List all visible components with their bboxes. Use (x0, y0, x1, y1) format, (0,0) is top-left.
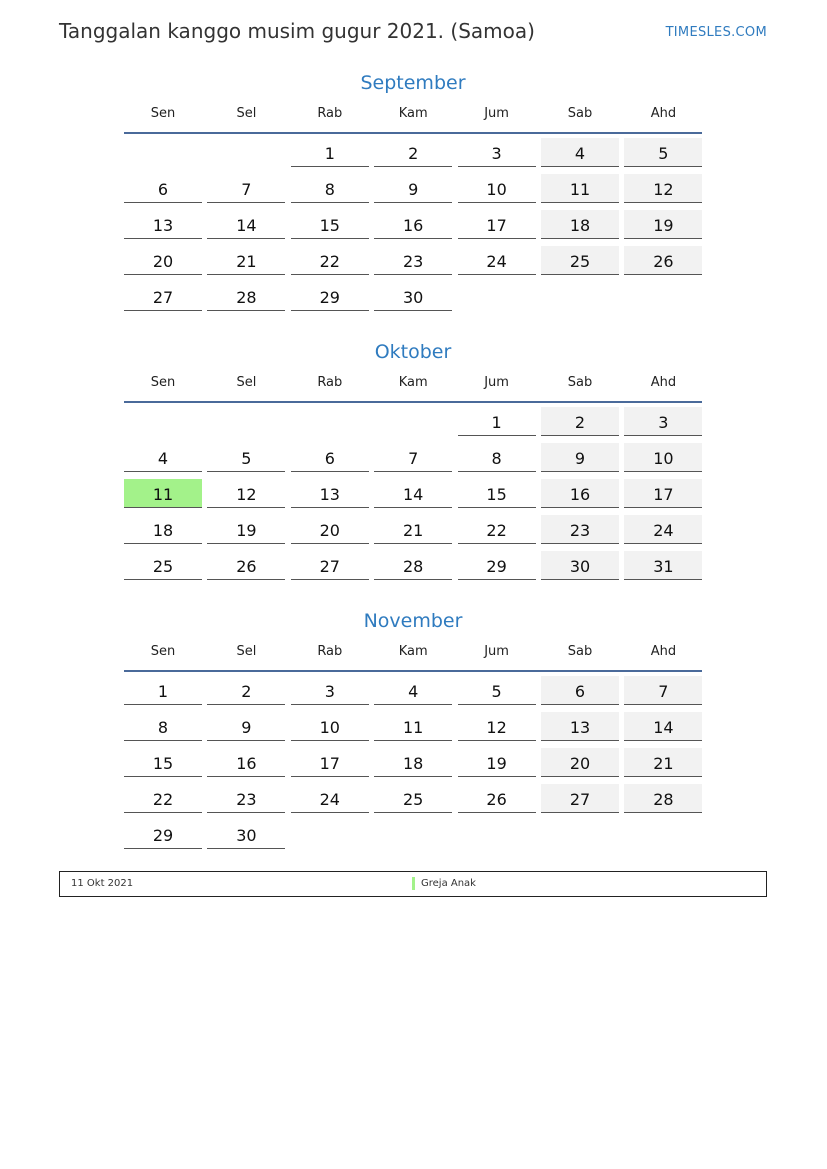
day-cell: 1 (458, 407, 536, 436)
day-cell: 29 (458, 551, 536, 580)
day-cell: 6 (541, 676, 619, 705)
month-title: November (363, 610, 463, 632)
day-cell: 28 (374, 551, 452, 580)
day-grid (124, 138, 702, 318)
day-cell: 18 (374, 748, 452, 777)
day-cell: 30 (374, 282, 452, 311)
day-cell: 15 (291, 210, 369, 239)
legend-holiday-name: Greja Anak (421, 878, 476, 889)
weekday-label: Sen (150, 375, 176, 390)
weekday-label: Rab (317, 375, 343, 390)
day-cell: 22 (458, 515, 536, 544)
weekday-label: Sen (150, 106, 176, 121)
weekday-label: Ahd (650, 106, 677, 121)
weekday-label: Sel (236, 375, 257, 390)
month-title: Oktober (374, 341, 452, 363)
day-cell: 12 (207, 479, 285, 508)
day-cell: 24 (624, 515, 702, 544)
day-cell-holiday: 11 (124, 479, 202, 508)
day-cell: 7 (374, 443, 452, 472)
day-cell: 26 (207, 551, 285, 580)
day-cell: 9 (207, 712, 285, 741)
day-cell: 4 (124, 443, 202, 472)
day-cell: 12 (624, 174, 702, 203)
day-cell: 11 (541, 174, 619, 203)
day-cell: 7 (624, 676, 702, 705)
legend-color-marker (412, 877, 415, 890)
day-cell: 10 (458, 174, 536, 203)
day-cell: 25 (124, 551, 202, 580)
weekday-label: Ahd (650, 644, 677, 659)
day-cell: 18 (124, 515, 202, 544)
day-cell: 8 (458, 443, 536, 472)
weekday-label: Sel (236, 644, 257, 659)
day-cell: 10 (291, 712, 369, 741)
day-cell: 19 (458, 748, 536, 777)
page-title: Tanggalan kanggo musim gugur 2021. (Samoa) (59, 19, 535, 43)
day-cell: 23 (207, 784, 285, 813)
day-cell: 9 (541, 443, 619, 472)
weekday-label: Jum (484, 375, 509, 390)
day-cell: 30 (207, 820, 285, 849)
day-cell: 3 (291, 676, 369, 705)
day-cell: 17 (624, 479, 702, 508)
weekday-label: Sab (567, 106, 593, 121)
weekday-label: Sab (567, 644, 593, 659)
day-cell: 29 (291, 282, 369, 311)
day-cell: 27 (291, 551, 369, 580)
day-cell: 13 (124, 210, 202, 239)
day-cell: 2 (374, 138, 452, 167)
day-cell: 3 (458, 138, 536, 167)
day-cell: 1 (124, 676, 202, 705)
weekday-label: Kam (398, 375, 428, 390)
day-cell: 16 (374, 210, 452, 239)
day-cell: 7 (207, 174, 285, 203)
day-cell: 23 (541, 515, 619, 544)
day-cell: 28 (207, 282, 285, 311)
day-cell: 18 (541, 210, 619, 239)
day-cell: 21 (624, 748, 702, 777)
day-cell: 26 (624, 246, 702, 275)
month-oktober (124, 339, 702, 587)
day-cell: 20 (291, 515, 369, 544)
day-cell: 5 (458, 676, 536, 705)
day-cell: 28 (624, 784, 702, 813)
day-cell: 4 (541, 138, 619, 167)
weekday-label: Sel (236, 106, 257, 121)
day-cell: 24 (291, 784, 369, 813)
day-cell: 27 (541, 784, 619, 813)
holiday-legend (59, 871, 767, 897)
day-cell: 6 (291, 443, 369, 472)
day-cell: 4 (374, 676, 452, 705)
day-cell: 6 (124, 174, 202, 203)
day-cell: 5 (624, 138, 702, 167)
day-cell: 31 (624, 551, 702, 580)
day-cell: 21 (374, 515, 452, 544)
day-cell: 27 (124, 282, 202, 311)
day-cell: 21 (207, 246, 285, 275)
weekday-header (124, 371, 702, 403)
weekday-label: Rab (317, 644, 343, 659)
weekday-label: Sen (150, 644, 176, 659)
day-cell: 16 (541, 479, 619, 508)
weekday-label: Sab (567, 375, 593, 390)
day-cell: 24 (458, 246, 536, 275)
day-cell: 19 (624, 210, 702, 239)
weekday-label: Ahd (650, 375, 677, 390)
weekday-label: Jum (484, 106, 509, 121)
day-cell: 30 (541, 551, 619, 580)
day-cell: 1 (291, 138, 369, 167)
day-cell: 29 (124, 820, 202, 849)
weekday-label: Rab (317, 106, 343, 121)
day-cell: 11 (374, 712, 452, 741)
day-cell: 14 (374, 479, 452, 508)
brand-link[interactable]: TIMESLES.COM (665, 25, 767, 40)
day-cell: 9 (374, 174, 452, 203)
day-cell: 23 (374, 246, 452, 275)
day-cell: 14 (207, 210, 285, 239)
day-grid (124, 407, 702, 587)
weekday-label: Kam (398, 644, 428, 659)
legend-date: 11 Okt 2021 (71, 878, 134, 889)
day-grid (124, 676, 702, 856)
day-cell: 17 (291, 748, 369, 777)
day-cell: 22 (124, 784, 202, 813)
weekday-label: Jum (484, 644, 509, 659)
day-cell: 14 (624, 712, 702, 741)
day-cell: 15 (124, 748, 202, 777)
month-november (124, 608, 702, 856)
day-cell: 19 (207, 515, 285, 544)
day-cell: 16 (207, 748, 285, 777)
day-cell: 2 (207, 676, 285, 705)
day-cell: 17 (458, 210, 536, 239)
day-cell: 2 (541, 407, 619, 436)
day-cell: 22 (291, 246, 369, 275)
month-title: September (360, 72, 466, 94)
weekday-header (124, 102, 702, 134)
weekday-header (124, 640, 702, 672)
day-cell: 8 (291, 174, 369, 203)
day-cell: 12 (458, 712, 536, 741)
day-cell: 25 (541, 246, 619, 275)
day-cell: 13 (541, 712, 619, 741)
day-cell: 5 (207, 443, 285, 472)
day-cell: 25 (374, 784, 452, 813)
day-cell: 20 (124, 246, 202, 275)
day-cell: 13 (291, 479, 369, 508)
day-cell: 20 (541, 748, 619, 777)
day-cell: 3 (624, 407, 702, 436)
month-september (124, 70, 702, 318)
day-cell: 10 (624, 443, 702, 472)
weekday-label: Kam (398, 106, 428, 121)
day-cell: 15 (458, 479, 536, 508)
day-cell: 26 (458, 784, 536, 813)
day-cell: 8 (124, 712, 202, 741)
